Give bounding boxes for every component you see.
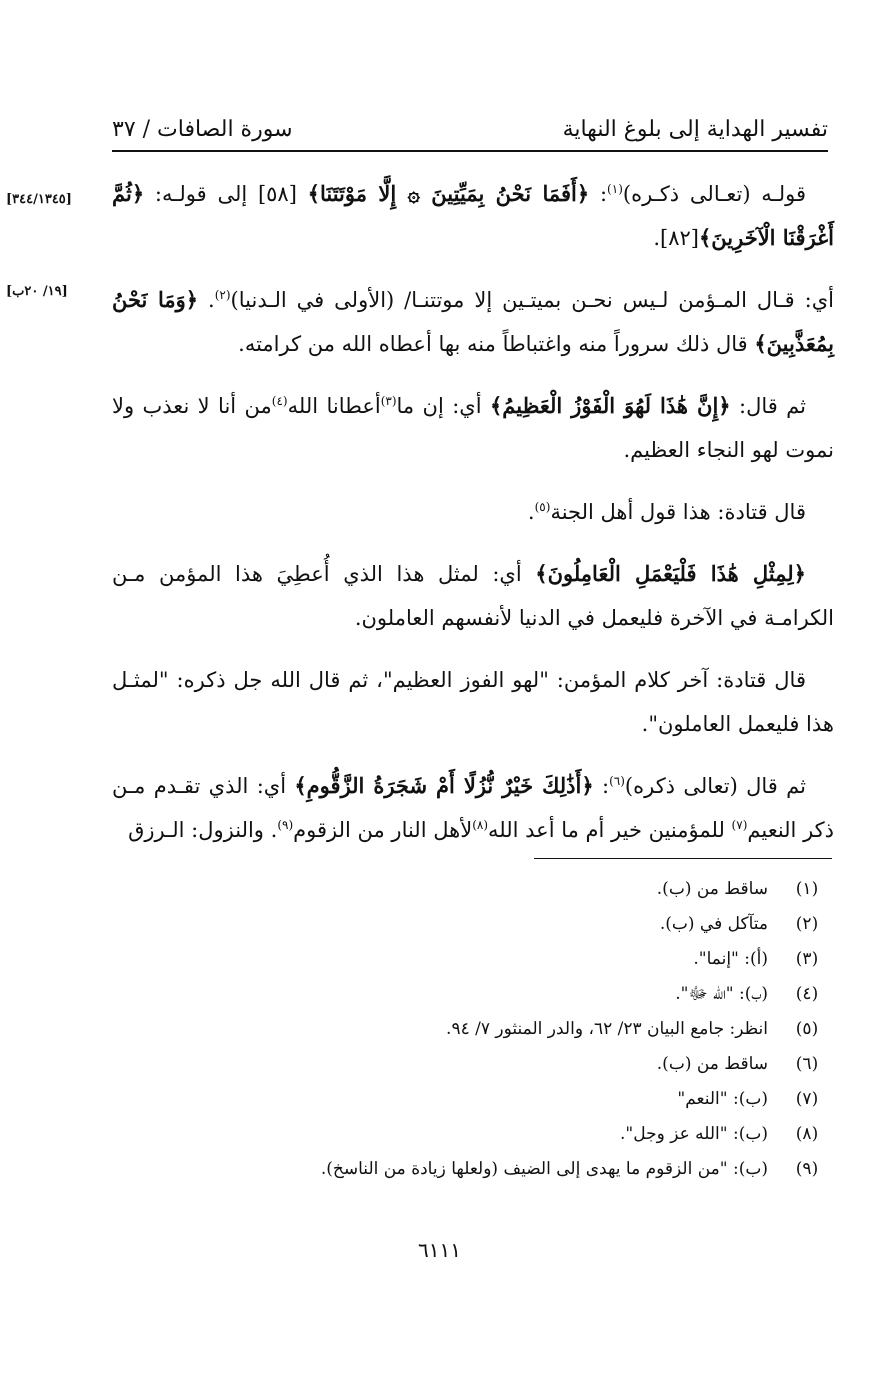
- footnote-marker-1[interactable]: (١): [607, 182, 623, 196]
- footnote-marker-5[interactable]: (٥): [534, 500, 551, 514]
- footnote-number: (١): [795, 879, 819, 899]
- text-span: [٥٨] إلى قولـه:: [144, 182, 308, 206]
- text-span: ثم قال:: [730, 394, 806, 418]
- text-span: [٨٢].: [653, 226, 699, 250]
- running-header: [112, 112, 828, 152]
- text-span: :: [589, 182, 608, 206]
- footnote-text: ساقط من (ب).: [656, 1054, 768, 1074]
- quran-verse: ﴿إِنَّ هَٰذَا لَهُوَ الْفَوْزُ الْعَظِيمُ﴾: [489, 393, 731, 418]
- quran-verse: ﴿ثُمَّ أَغْرَقْنَا الْآخَرِينَ﴾: [112, 181, 834, 250]
- footnote-number: (٨): [795, 1124, 819, 1144]
- text-span: :: [593, 774, 610, 798]
- paragraph-6: [112, 658, 834, 746]
- footnote-separator: [534, 858, 832, 859]
- text-span: .: [198, 288, 215, 312]
- text-span: لأهل النار من الزقوم: [293, 818, 473, 842]
- footnote-number: (٣): [795, 949, 819, 969]
- text-span: . والنزول: الـرزق: [128, 818, 278, 842]
- footnote-marker-8[interactable]: (٨): [472, 818, 489, 832]
- footnote-text: (ب): "الله ﷻ".: [675, 984, 768, 1004]
- text-span: قال ذلك سروراً منه واغتباطاً منه بها أعطاه الله من كرامته.: [238, 332, 755, 356]
- quran-verse: ﴿وَمَا نَحْنُ بِمُعَذَّبِينَ﴾: [112, 287, 834, 356]
- margin-manuscript-ref-a: [٣٤٤/١٣٤٥]: [6, 192, 72, 207]
- footnote-text: (ب): "النعم": [677, 1089, 768, 1109]
- footnote-marker-4[interactable]: (٤): [271, 394, 288, 408]
- text-span: قال قتادة: هذا قول أهل الجنة: [550, 500, 806, 524]
- text-span: أي: قـال المـؤمن لـيس نحـن بميتـين إلا موتتنـا/ (الأولى في الـدنيا): [230, 288, 835, 312]
- surah-page-label: سورة الصافات / ٣٧: [112, 117, 293, 142]
- text-span: أي: إن ما: [396, 394, 490, 418]
- footnote-marker-9[interactable]: (٩): [277, 818, 294, 832]
- footnote-text: (أ): "إنما".: [693, 949, 768, 969]
- page-number: ٦١١١: [418, 1238, 461, 1262]
- footnote-item: [112, 1047, 836, 1082]
- footnote-number: (٢): [795, 914, 819, 934]
- footnote-marker-3[interactable]: (٣): [380, 394, 397, 408]
- quran-verse: ﴿لِمِثْلِ هَٰذَا فَلْيَعْمَلِ الْعَامِلُونَ﴾: [535, 561, 806, 586]
- footnote-text: (ب): "الله عز وجل".: [619, 1124, 768, 1144]
- paragraph-5: [112, 552, 834, 640]
- footnote-item: [112, 942, 836, 977]
- footnote-number: (٥): [795, 1019, 819, 1039]
- quran-verse: ﴿أَفَمَا نَحْنُ بِمَيِّتِينَ ۞ إِلَّا مَوْتَتَنَا﴾: [307, 181, 590, 206]
- paragraph-3: [112, 384, 834, 472]
- text-span: أعطانا الله: [287, 394, 381, 418]
- footnote-text: (ب): "من الزقوم ما يهدى إلى الضيف (ولعلها زيادة من الناسخ).: [320, 1159, 768, 1179]
- main-text: [112, 172, 834, 870]
- paragraph-1: [112, 172, 834, 260]
- text-span: .: [527, 500, 535, 524]
- text-span: قال قتادة: آخر كلام المؤمن: "لهو الفوز العظيم"، ثم قال الله جل ذكره: "لمثـل هذا فليعمل العاملون".: [112, 668, 834, 736]
- paragraph-4: [112, 490, 834, 534]
- footnote-item: [112, 1117, 836, 1152]
- footnote-number: (٦): [795, 1054, 819, 1074]
- footnote-item: [112, 907, 836, 942]
- footnote-number: (٩): [795, 1159, 819, 1179]
- footnote-marker-7[interactable]: (٧): [731, 818, 748, 832]
- footnote-item: [112, 1082, 836, 1117]
- text-span: أي: لمثل هذا الذي أُعطِيَ هذا المؤمن مـن الكرامـة في الآخرة فليعمل في الدنيا لأنفسهم العاملون.: [112, 562, 834, 630]
- footnote-text: متآكل في (ب).: [659, 914, 768, 934]
- footnote-text: انظر: جامع البيان ٢٣/ ٦٢، والدر المنثور ٧/ ٩٤.: [446, 1019, 768, 1039]
- footnotes-list: [112, 872, 836, 1187]
- text-span: للمؤمنين خير أم ما أعد الله: [488, 818, 732, 842]
- footnote-marker-2[interactable]: (٢): [214, 288, 231, 302]
- book-title: تفسير الهداية إلى بلوغ النهاية: [562, 117, 828, 142]
- paragraph-7: [112, 764, 834, 852]
- paragraph-2: [112, 278, 834, 366]
- quran-verse: ﴿أَذَٰلِكَ خَيْرٌ نُّزُلًا أَمْ شَجَرَةُ الزَّقُّومِ﴾: [294, 773, 594, 798]
- footnote-item: [112, 977, 836, 1012]
- footnote-marker-6[interactable]: (٦): [609, 774, 625, 788]
- text-span: قولـه (تعـالى ذكـره): [622, 182, 807, 206]
- footnote-item: [112, 872, 836, 907]
- footnote-item: [112, 1152, 836, 1187]
- text-span: ثم قال (تعالى ذكره): [624, 774, 806, 798]
- footnote-number: (٤): [795, 984, 819, 1004]
- text-span: أي: الذي تقـدم مـن ذكر النعيم: [112, 774, 834, 842]
- margin-manuscript-ref-b: [١٩/ ٢٠ب]: [6, 284, 68, 299]
- footnote-number: (٧): [795, 1089, 819, 1109]
- text-span: من أنا لا نعذب ولا نموت لهو النجاء العظيم.: [112, 394, 834, 462]
- footnote-text: ساقط من (ب).: [656, 879, 768, 899]
- footnote-item: [112, 1012, 836, 1047]
